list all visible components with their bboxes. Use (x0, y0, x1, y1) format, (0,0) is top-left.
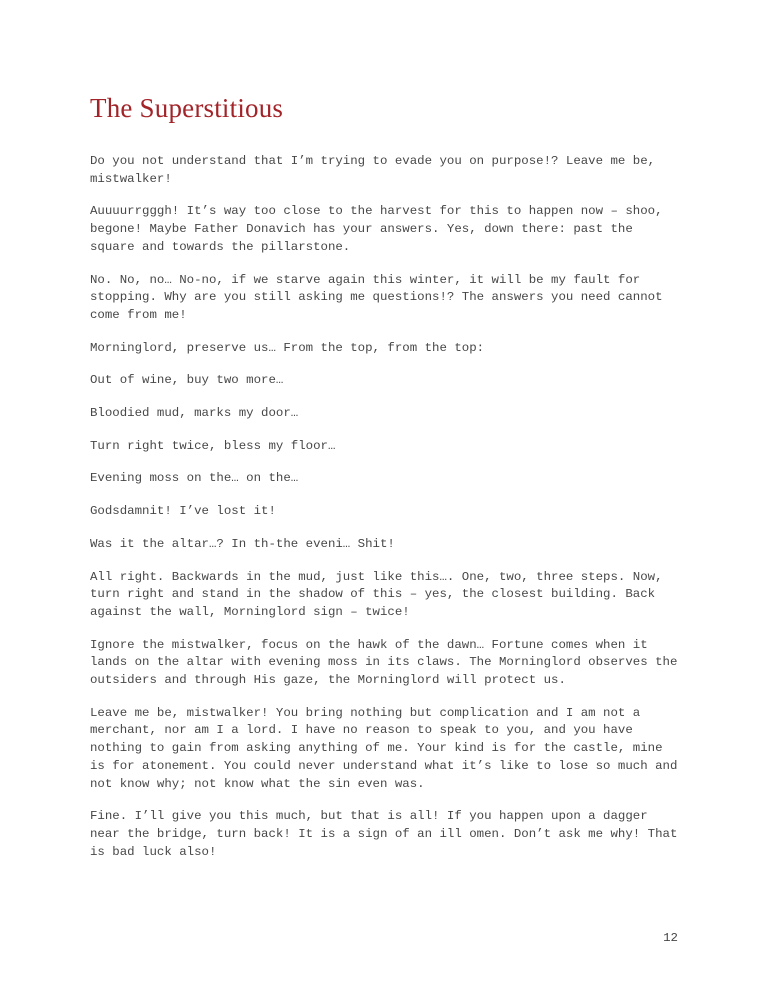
body-paragraph: Auuuurrgggh! It’s way too close to the harvest for this to happen now – shoo, begone! Maybe Father Donavich has your answers. Yes, down there: past the square and towards the pillarstone. (90, 204, 663, 254)
body-paragraph: Leave me be, mistwalker! You bring nothing but complication and I am not a merchant, nor am I a lord. I have no reason to speak to you, and you have nothing to gain from asking anything of me. Your kind is for the castle, mine is for atonement. You could never understand what it’s like to lose so much and not know why; not know what the sin even was. (90, 705, 678, 791)
body-paragraph: Was it the altar…? In th-the eveni… Shit! (90, 536, 395, 551)
body-paragraph: Evening moss on the… on the… (90, 471, 299, 486)
body-paragraph: Godsdamnit! I’ve lost it! (90, 504, 276, 519)
page-number: 12 (663, 931, 678, 945)
body-paragraph: Do you not understand that I’m trying to evade you on purpose!? Leave me be, mistwalker! (90, 154, 656, 186)
body-paragraph: Fine. I’ll give you this much, but that is all! If you happen upon a dagger near the bridge, turn back! It is a sign of an ill omen. Don’t ask me why! That is bad luck also! (90, 809, 678, 859)
document-content (90, 93, 677, 876)
body-paragraph: Bloodied mud, marks my door… (90, 406, 299, 421)
document-body (90, 153, 677, 861)
body-paragraph: Ignore the mistwalker, focus on the hawk of the dawn… Fortune comes when it lands on the altar with evening moss in its claws. The Morninglord observes the outsiders and through His gaze, the Morninglord will protect us. (90, 637, 678, 688)
body-paragraph: Turn right twice, bless my floor… (90, 438, 336, 453)
body-paragraph: Out of wine, buy two more… (90, 373, 284, 388)
body-paragraph: No. No, no… No-no, if we starve again this winter, it will be my fault for stopping. Why are you still asking me questions!? The answers you need cannot come from me! (90, 272, 663, 322)
body-paragraph: All right. Backwards in the mud, just like this…. One, two, three steps. Now, turn right and stand in the shadow of this – yes, the closest building. Back against the wall, Morninglord sign – twice! (90, 569, 663, 619)
body-paragraph: Morninglord, preserve us… From the top, from the top: (90, 340, 485, 355)
page-title: The Superstitious (90, 93, 284, 123)
